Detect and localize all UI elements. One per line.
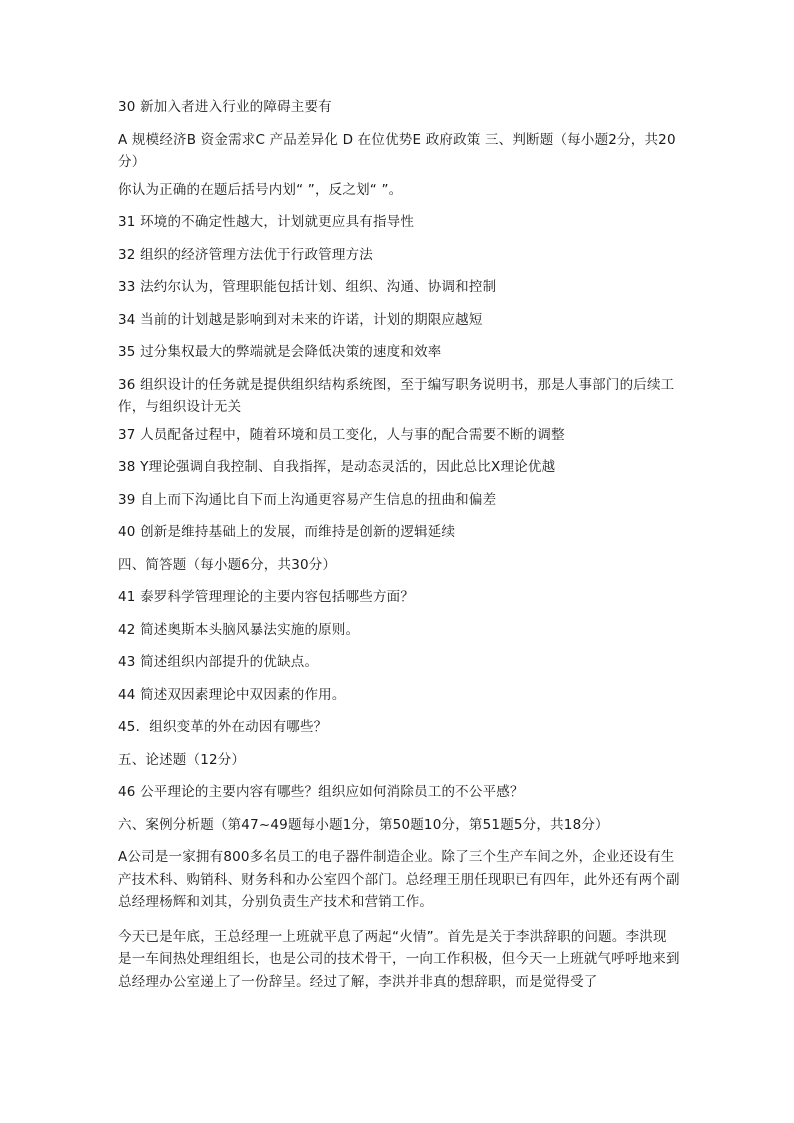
question-42: 42 简述奥斯本头脑风暴法实施的原则。 — [118, 621, 360, 638]
question-45: 45．组织变革的外在动因有哪些？ — [118, 719, 328, 735]
question-31: 31 环境的不确定性越大，计划就更应具有指导性 — [118, 214, 415, 230]
question-39: 39 自上而下沟通比自下而上沟通更容易产生信息的扭曲和偏差 — [118, 491, 497, 508]
question-44: 44 简述双因素理论中双因素的作用。 — [118, 686, 346, 703]
question-33: 33 法约尔认为，管理职能包括计划、组织、沟通、协调和控制 — [118, 279, 497, 295]
question-38: 38 Y理论强调自我控制、自我指挥，是动态灵活的，因此总比X理论优越 — [118, 459, 556, 475]
question-37: 37 人员配备过程中，随着环境和员工变化，人与事的配合需要不断的调整 — [118, 426, 565, 443]
question-30: 30 新加入者进入行业的障碍主要有 — [118, 99, 332, 115]
question-46: 46 公平理论的主要内容有哪些？组织应如何消除员工的不公平感？ — [118, 784, 524, 800]
question-36: 36 组织设计的任务就是提供组织结构系统图，至于编写职务说明书，那是人事部门的后续工作，与组织设计无关 — [118, 376, 675, 415]
question-43: 43 简述组织内部提升的优缺点。 — [118, 654, 319, 670]
question-40: 40 创新是维持基础上的发展，而维持是创新的逻辑延续 — [118, 524, 456, 540]
case-paragraph-1: A公司是一家拥有800多名员工的电子器件制造企业。除了三个生产车间之外，企业还设有生产技术科、购销科、财务科和办公室四个部门。总经理王朋任现职已有四年，此外还有两个副总经理杨辉和刘其，分别负责生产技术和营销工作。 — [118, 849, 680, 910]
judgement-instructions: 你认为正确的在题后括号内划“ ”，反之划“ ”。 — [118, 181, 403, 198]
question-30-options: A 规模经济B 资金需求C 产品差异化 D 在位优势E 政府政策 三、判断题（每小题2分，共20分） — [118, 131, 676, 170]
document-page — [118, 96, 680, 1005]
question-34: 34 当前的计划越是影响到对未来的许诺，计划的期限应越短 — [118, 311, 483, 328]
question-41: 41 泰罗科学管理理论的主要内容包括哪些方面？ — [118, 589, 415, 605]
question-32: 32 组织的经济管理方法优于行政管理方法 — [118, 246, 373, 263]
section-essay-heading: 五、论述题（12分） — [118, 751, 246, 768]
case-paragraph-2: 今天已是年底，王总经理一上班就平息了两起“火情”。首先是关于李洪辞职的问题。李洪现是一车间热处理组组长，也是公司的技术骨干，一向工作积极，但今天一上班就气呼呼地来到总经理办公室递上了一份辞呈。经过了解，李洪并非真的想辞职，而是觉得受了 — [118, 928, 680, 990]
question-35: 35 过分集权最大的弊端就是会降低决策的速度和效率 — [118, 344, 442, 360]
section-short-answer-heading: 四、简答题（每小题6分，共30分） — [118, 556, 337, 573]
section-case-heading: 六、案例分析题（第47~49题每小题1分，第50题10分，第51题5分，共18分） — [118, 816, 609, 833]
